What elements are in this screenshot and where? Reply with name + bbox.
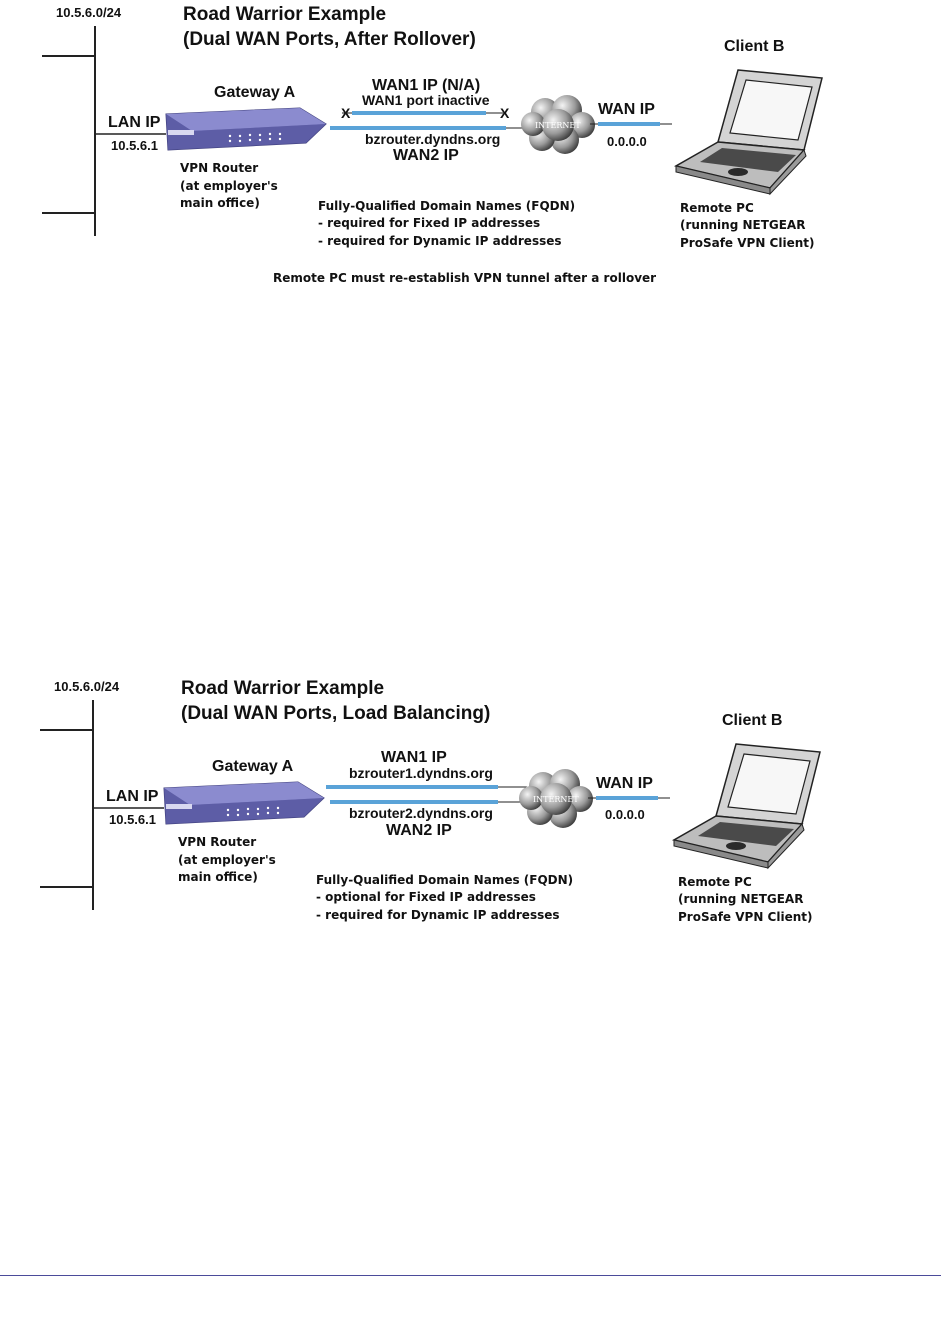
client-desc-line2: (running NETGEAR: [678, 892, 804, 906]
client-desc-line1: Remote PC: [680, 201, 754, 215]
client-title: Client B: [724, 38, 785, 55]
wan1-status: WAN1 port inactive: [362, 92, 490, 108]
wan2-label: WAN2 IP: [386, 822, 452, 839]
client-wan-value: 0.0.0.0: [607, 134, 647, 149]
fqdn-line2: - optional for Fixed IP addresses: [316, 890, 536, 904]
footer-rule: [0, 1275, 941, 1276]
router-desc-line1: VPN Router: [180, 161, 259, 175]
internet-label: INTERNET: [533, 795, 579, 804]
internet-cloud-icon: [521, 95, 595, 154]
client-wan-value: 0.0.0.0: [605, 807, 645, 822]
wan1-label: WAN1 IP: [381, 749, 447, 766]
diagram-title-line1: Road Warrior Example: [181, 678, 385, 699]
vpn-router-icon: [166, 108, 326, 150]
router-desc-line1: VPN Router: [178, 835, 257, 849]
wan1-cut-mark-right: X: [500, 105, 510, 121]
fqdn-line3: - required for Dynamic IP addresses: [318, 234, 562, 248]
wan1-cut-mark-left: X: [341, 105, 351, 121]
client-wan-label: WAN IP: [596, 775, 653, 792]
laptop-icon: [674, 744, 820, 868]
wan2-label: WAN2 IP: [393, 147, 459, 164]
client-desc-line3: ProSafe VPN Client): [678, 910, 813, 924]
diagram-load-balancing: [0, 674, 941, 974]
router-desc-line2: (at employer's: [178, 853, 276, 867]
diagram-rollover: [0, 0, 941, 300]
vpn-router-icon: [164, 782, 324, 824]
fqdn-line1: Fully-Qualified Domain Names (FQDN): [316, 873, 574, 887]
router-desc-line2: (at employer's: [180, 179, 278, 193]
wan1-label: WAN1 IP (N/A): [372, 77, 481, 94]
diagram-title-line2: (Dual WAN Ports, After Rollover): [183, 29, 476, 50]
client-desc-line2: (running NETGEAR: [680, 218, 806, 232]
client-desc-line3: ProSafe VPN Client): [680, 236, 815, 250]
gateway-label: Gateway A: [214, 84, 296, 101]
client-desc-line1: Remote PC: [678, 875, 752, 889]
fqdn-line3: - required for Dynamic IP addresses: [316, 908, 560, 922]
client-wan-label: WAN IP: [598, 101, 655, 118]
rollover-footnote: Remote PC must re-establish VPN tunnel after a rollover: [273, 271, 657, 285]
client-title: Client B: [722, 712, 783, 729]
wan2-domain: bzrouter.dyndns.org: [365, 131, 501, 147]
laptop-icon: [676, 70, 822, 194]
internet-label: INTERNET: [535, 121, 581, 130]
gateway-label: Gateway A: [212, 758, 294, 775]
lan-ip-label: LAN IP: [106, 788, 159, 805]
router-desc-line3: main office): [180, 196, 260, 210]
router-desc-line3: main office): [178, 870, 258, 884]
network-graphics: [0, 0, 941, 300]
fqdn-line2: - required for Fixed IP addresses: [318, 216, 541, 230]
wan2-domain: bzrouter2.dyndns.org: [349, 805, 493, 821]
diagram-title-line1: Road Warrior Example: [183, 4, 387, 25]
internet-cloud-icon: [519, 769, 593, 828]
lan-ip-label: LAN IP: [108, 114, 161, 131]
lan-ip-value: 10.5.6.1: [111, 138, 158, 153]
network-graphics: [0, 674, 941, 974]
fqdn-line1: Fully-Qualified Domain Names (FQDN): [318, 199, 576, 213]
wan1-domain: bzrouter1.dyndns.org: [349, 765, 493, 781]
diagram-title-line2: (Dual WAN Ports, Load Balancing): [181, 703, 491, 724]
subnet-label: 10.5.6.0/24: [54, 679, 120, 694]
subnet-label: 10.5.6.0/24: [56, 5, 122, 20]
lan-ip-value: 10.5.6.1: [109, 812, 156, 827]
